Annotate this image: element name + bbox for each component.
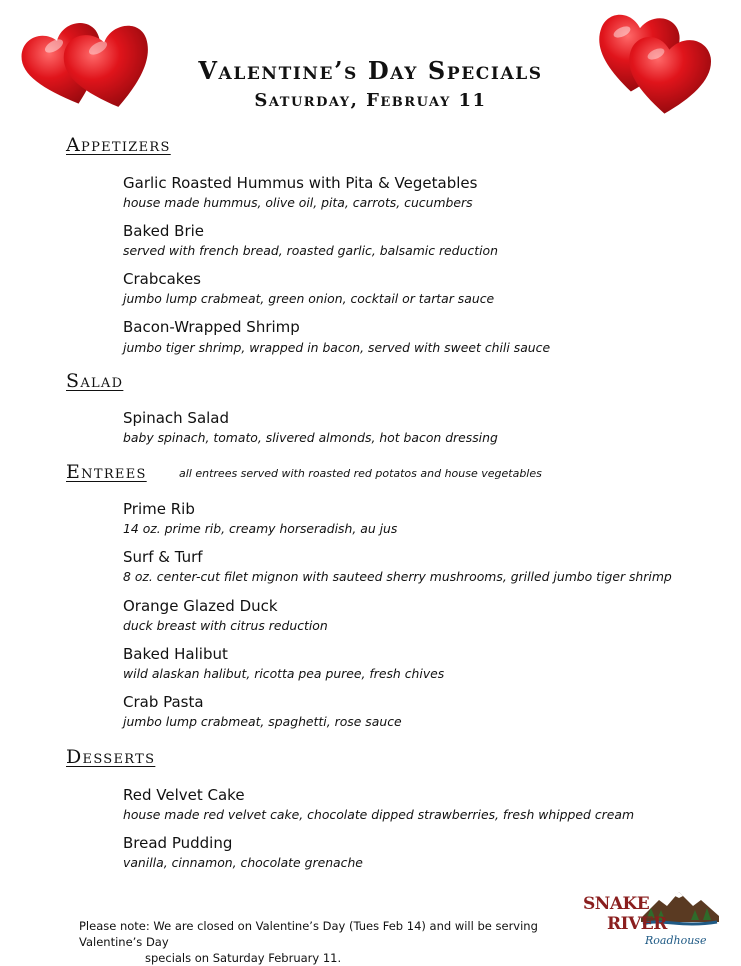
menu-item-name: Orange Glazed Duck <box>123 597 278 615</box>
menu-item-name: Spinach Salad <box>123 409 230 427</box>
menu-item-description: jumbo lump crabmeat, spaghetti, rose sauce <box>123 714 402 729</box>
menu-item-description: jumbo lump crabmeat, green onion, cocktail or tartar sauce <box>123 291 495 306</box>
menu-item-description: house made hummus, olive oil, pita, carrots, cucumbers <box>123 195 473 210</box>
menu-item-name: Baked Brie <box>123 222 205 240</box>
menu-item-name: Crabcakes <box>123 270 201 288</box>
footer-note-line2: specials on Saturday February 11. <box>145 951 342 965</box>
menu-item-name: Garlic Roasted Hummus with Pita & Vegetables <box>123 174 478 192</box>
logo-line1: SNAKE <box>583 894 650 914</box>
menu-item-name: Bread Pudding <box>123 834 233 852</box>
menu-item-description: duck breast with citrus reduction <box>123 618 328 633</box>
menu-item-description: baby spinach, tomato, slivered almonds, hot bacon dressing <box>123 430 498 445</box>
menu-item-description: vanilla, cinnamon, chocolate grenache <box>123 855 363 870</box>
menu-item-name: Prime Rib <box>123 500 195 518</box>
menu-item-name: Baked Halibut <box>123 645 228 663</box>
menu-item-name: Crab Pasta <box>123 693 204 711</box>
menu-item-description: 14 oz. prime rib, creamy horseradish, au jus <box>123 521 398 536</box>
menu-item-name: Surf & Turf <box>123 548 203 566</box>
menu-item-description: wild alaskan halibut, ricotta pea puree, fresh chives <box>123 666 445 681</box>
footer-note <box>79 918 579 966</box>
section-heading-entrees: Entrees <box>66 461 147 483</box>
menu-item-name: Bacon-Wrapped Shrimp <box>123 318 300 336</box>
menu-item-name: Red Velvet Cake <box>123 786 245 804</box>
section-heading-appetizers: Appetizers <box>66 134 171 156</box>
menu-item-description: jumbo tiger shrimp, wrapped in bacon, served with sweet chili sauce <box>123 340 551 355</box>
section-heading-salad: Salad <box>66 370 124 392</box>
logo-line3: Roadhouse <box>645 934 707 947</box>
page-title: Valentine’s Day Specials <box>198 56 543 85</box>
menu-item-description: house made red velvet cake, chocolate dipped strawberries, fresh whipped cream <box>123 807 635 822</box>
page-subtitle: Saturday, Februay 11 <box>254 90 487 111</box>
footer-note-line1: Please note: We are closed on Valentine’s Day (Tues Feb 14) and will be serving Valentine’s Day <box>79 919 538 949</box>
menu-item-description: 8 oz. center-cut filet mignon with sauteed sherry mushrooms, grilled jumbo tiger shrimp <box>123 569 672 584</box>
menu-item-description: served with french bread, roasted garlic, balsamic reduction <box>123 243 498 258</box>
snake-river-roadhouse-logo <box>583 888 719 952</box>
section-note: all entrees served with roasted red potatos and house vegetables <box>179 467 542 480</box>
logo-line2: RIVER <box>607 914 667 934</box>
section-heading-desserts: Desserts <box>66 746 156 768</box>
